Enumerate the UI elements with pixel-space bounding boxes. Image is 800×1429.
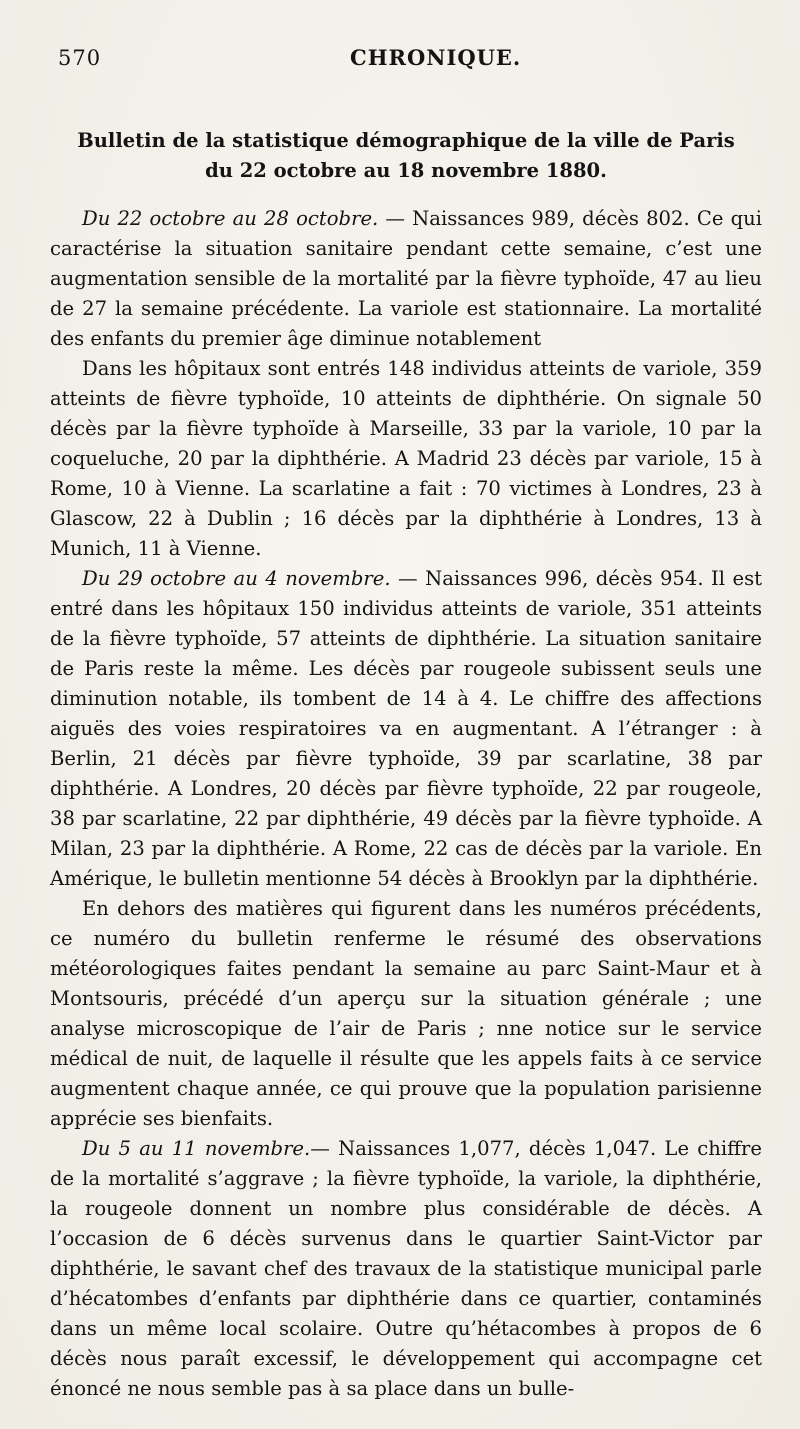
paragraph-text: — Naissances 1,077, décès 1,047. Le chiffre de la mortalité s’aggrave ; la fièvre typhoïde, la variole, la diphthérie, la rougeole donnent un nombre plus considérable de décès. A l’occasion de 6 décès survenus dans le quartier Saint-Victor par diphthérie, le savant chef des travaux de la statistique municipal parle d’hécatombes d’enfants par diphthérie dans ce quartier, contaminés dans un même local scolaire. Outre qu’hétacombes à propos de 6 décès nous paraît excessif, le développement qui accompagne cet énoncé ne nous semble pas à sa place dans un bulle- xyxy=(50,1137,762,1400)
date-range: Du 29 octobre au 4 novembre. xyxy=(82,567,391,590)
date-range: Du 22 octobre au 28 octobre. xyxy=(82,207,379,230)
paragraph-text: — Naissances 989, décès 802. Ce qui caractérise la situation sanitaire pendant cette semaine, c’est une augmentation sensible de la mortalité par la fièvre typhoïde, 47 au lieu de 27 la semaine précédente. La variole est stationnaire. La mortalité des enfants du premier âge diminue notablement xyxy=(50,207,762,350)
paragraph-week-1 xyxy=(50,204,762,354)
bulletin-title-line-2: du 22 octobre au 18 novembre 1880. xyxy=(205,159,607,182)
paragraph-week-3 xyxy=(50,1134,762,1404)
page-number: 570 xyxy=(58,46,102,70)
article-body xyxy=(50,204,762,1404)
bulletin-title xyxy=(50,126,762,186)
paragraph-text: Dans les hôpitaux sont entrés 148 individus atteints de variole, 359 atteints de fièvre typhoïde, 10 atteints de diphthérie. On signale 50 décès par la fièvre typhoïde à Marseille, 33 par la variole, 10 par la coqueluche, 20 par la diphthérie. A Madrid 23 décès par variole, 15 à Rome, 10 à Vienne. La scarlatine a fait : 70 victimes à Londres, 23 à Glascow, 22 à Dublin ; 16 décès par la diphthérie à Londres, 13 à Munich, 11 à Vienne. xyxy=(50,357,762,560)
paragraph-text: — Naissances 996, décès 954. Il est entré dans les hôpitaux 150 individus atteints de variole, 351 atteints de la fièvre typhoïde, 57 atteints de diphthérie. La situation sanitaire de Paris reste la même. Les décès par rougeole subissent seuls une diminution notable, ils tombent de 14 à 4. Le chiffre des affections aiguës des voies respiratoires va en augmentant. A l’étranger : à Berlin, 21 décès par fièvre typhoïde, 39 par scarlatine, 38 par diphthérie. A Londres, 20 décès par fièvre typhoïde, 22 par rougeole, 38 par scarlatine, 22 par diphthérie, 49 décès par la fièvre typhoïde. A Milan, 23 par la diphthérie. A Rome, 22 cas de décès par la variole. En Amérique, le bulletin mentionne 54 décès à Brooklyn par la diphthérie. xyxy=(50,567,762,890)
bulletin-title-line-1: Bulletin de la statistique démographique de la ville de Paris xyxy=(77,129,735,152)
paragraph-week-2 xyxy=(50,564,762,894)
paragraph-bulletin-contents xyxy=(50,894,762,1134)
paragraph-hospitals xyxy=(50,354,762,564)
date-range: Du 5 au 11 novembre. xyxy=(82,1137,311,1160)
running-header xyxy=(50,38,762,78)
paragraph-text: En dehors des matières qui figurent dans les numéros précédents, ce numéro du bulletin renferme le résumé des observations météorologiques faites pendant la semaine au parc Saint-Maur et à Montsouris, précédé d’un aperçu sur la situation générale ; une analyse microscopique de l’air de Paris ; nne notice sur le service médical de nuit, de laquelle il résulte que les appels faits à ce service augmentent chaque année, ce qui prouve que la population parisienne apprécie ses bienfaits. xyxy=(50,897,762,1130)
running-title: CHRONIQUE. xyxy=(350,45,522,70)
